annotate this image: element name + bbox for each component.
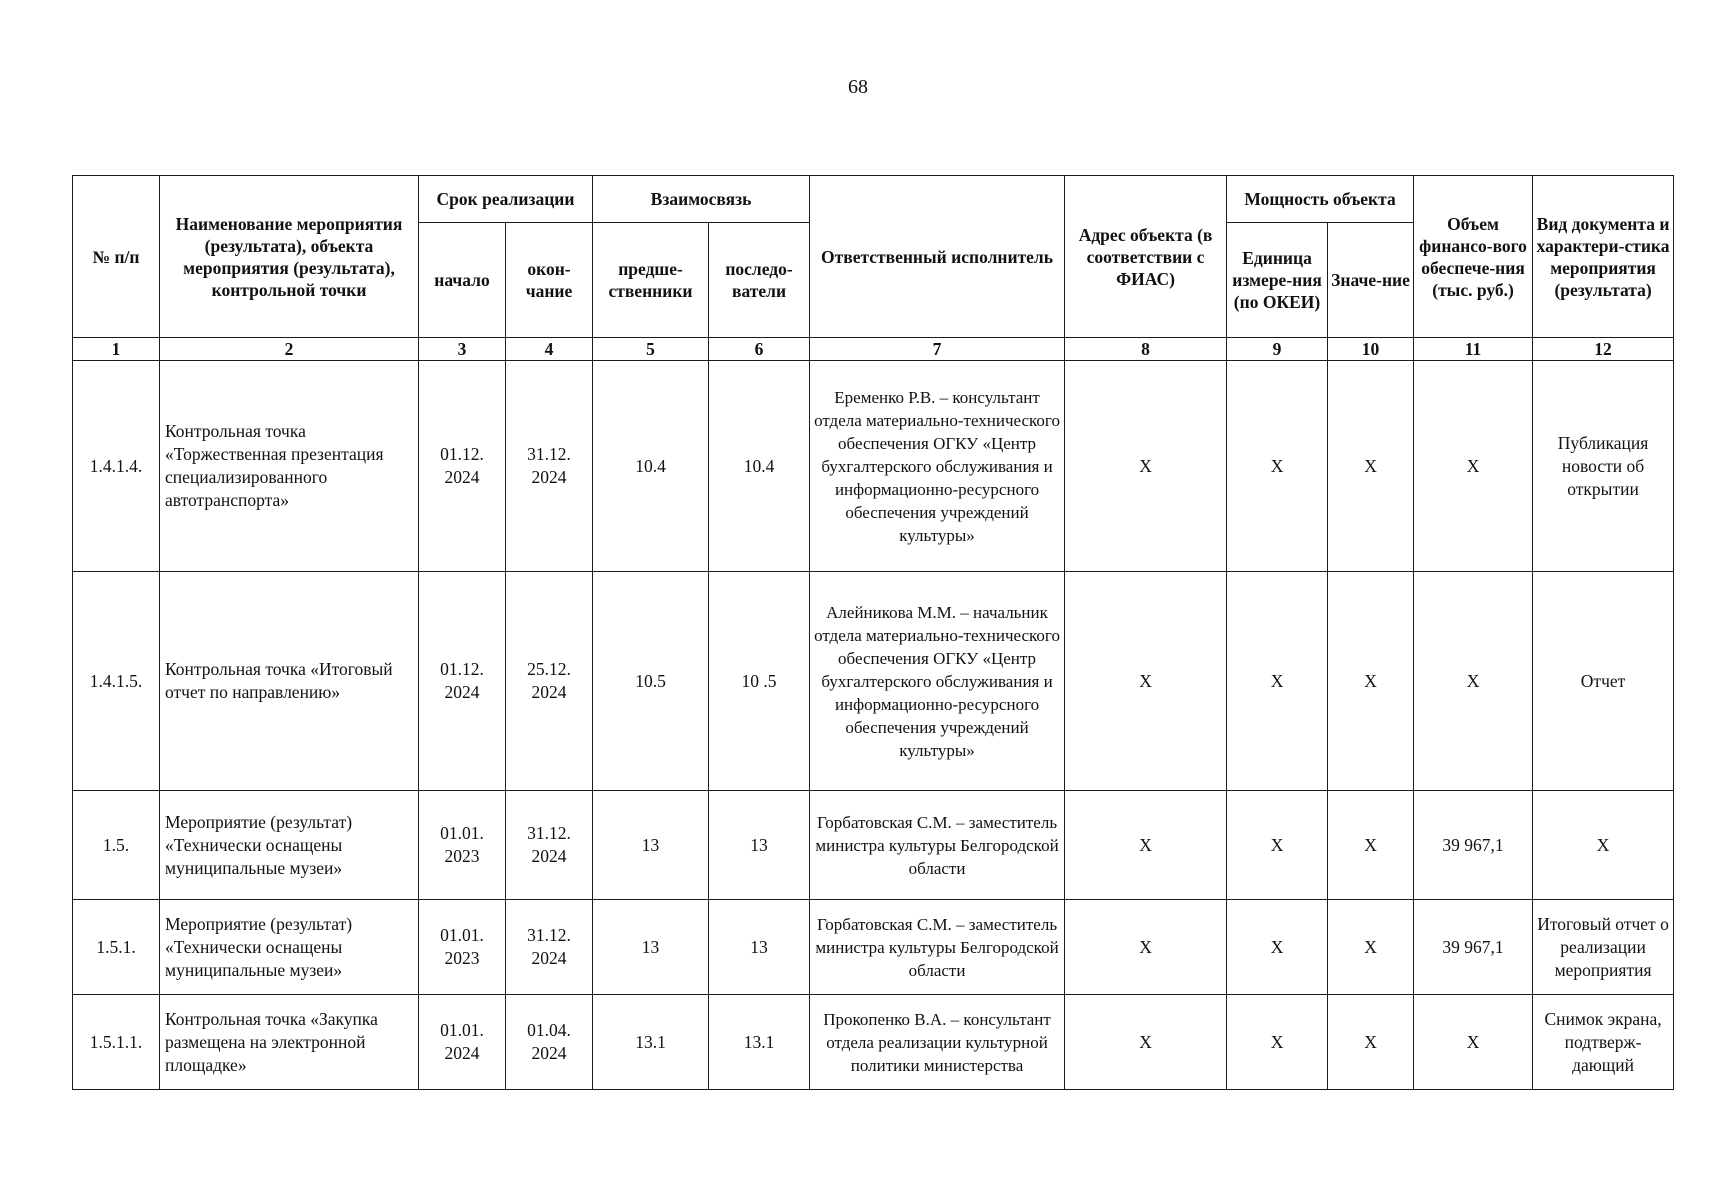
- row-num: 1.5.1.1.: [73, 995, 160, 1090]
- row-name: Мероприятие (результат) «Технически оснащены муниципальные музеи»: [160, 791, 419, 900]
- row-start: 01.01. 2023: [419, 791, 506, 900]
- table-row: [73, 572, 1674, 791]
- row-value: Х: [1328, 995, 1414, 1090]
- row-name: Контрольная точка «Итоговый отчет по направлению»: [160, 572, 419, 791]
- row-name: Мероприятие (результат) «Технически оснащены муниципальные музеи»: [160, 900, 419, 995]
- row-next: 13: [709, 791, 810, 900]
- row-prev: 13.1: [593, 995, 709, 1090]
- column-number: 5: [593, 338, 709, 361]
- table-row: [73, 900, 1674, 995]
- row-start: 01.12. 2024: [419, 572, 506, 791]
- header-link-next: последо-ватели: [709, 223, 810, 338]
- row-responsible: Горбатовская С.М. – заместитель министра культуры Белгородской области: [810, 900, 1065, 995]
- header-term-start: начало: [419, 223, 506, 338]
- row-address: Х: [1065, 361, 1227, 572]
- header-term-end: окон-чание: [506, 223, 593, 338]
- row-num: 1.4.1.5.: [73, 572, 160, 791]
- row-responsible: Алейникова М.М. – начальник отдела материально-технического обеспечения ОГКУ «Центр бухгалтерского обслуживания и информационно-ресурсного обеспечения учреждений культуры»: [810, 572, 1065, 791]
- column-number: 8: [1065, 338, 1227, 361]
- header-capacity: Мощность объекта: [1227, 176, 1414, 223]
- row-start: 01.12. 2024: [419, 361, 506, 572]
- column-number: 10: [1328, 338, 1414, 361]
- row-doc: Итоговый отчет о реализации мероприятия: [1533, 900, 1674, 995]
- table-row: [73, 361, 1674, 572]
- row-doc: Публикация новости об открытии: [1533, 361, 1674, 572]
- row-unit: Х: [1227, 361, 1328, 572]
- row-next: 10 .5: [709, 572, 810, 791]
- row-address: Х: [1065, 900, 1227, 995]
- row-address: Х: [1065, 995, 1227, 1090]
- row-unit: Х: [1227, 791, 1328, 900]
- header-finance: Объем финансо-вого обеспече-ния (тыс. руб.): [1414, 176, 1533, 338]
- row-value: Х: [1328, 361, 1414, 572]
- row-next: 13: [709, 900, 810, 995]
- row-doc-text: Снимок экрана, подтверж-дающий: [1544, 1008, 1662, 1075]
- row-finance: Х: [1414, 995, 1533, 1090]
- row-start: 01.01. 2023: [419, 900, 506, 995]
- row-finance: Х: [1414, 572, 1533, 791]
- table-row: [73, 791, 1674, 900]
- header-link: Взаимосвязь: [593, 176, 810, 223]
- row-doc: Х: [1533, 791, 1674, 900]
- header-term: Срок реализации: [419, 176, 593, 223]
- row-prev: 10.4: [593, 361, 709, 572]
- header-value: Значе-ние: [1328, 223, 1414, 338]
- column-number: 6: [709, 338, 810, 361]
- row-end: 01.04. 2024: [506, 995, 593, 1090]
- header-responsible: Ответственный исполнитель: [810, 176, 1065, 338]
- header-unit: Единица измере-ния (по ОКЕИ): [1227, 223, 1328, 338]
- row-name: Контрольная точка «Торжественная презентация специализированного автотранспорта»: [160, 361, 419, 572]
- row-end: 31.12. 2024: [506, 900, 593, 995]
- row-value: Х: [1328, 900, 1414, 995]
- row-value: Х: [1328, 572, 1414, 791]
- column-number: 4: [506, 338, 593, 361]
- row-unit: Х: [1227, 572, 1328, 791]
- column-number: 12: [1533, 338, 1674, 361]
- column-number: 9: [1227, 338, 1328, 361]
- row-next: 10.4: [709, 361, 810, 572]
- row-num: 1.5.1.: [73, 900, 160, 995]
- row-end: 31.12. 2024: [506, 361, 593, 572]
- row-prev: 10.5: [593, 572, 709, 791]
- row-finance: Х: [1414, 361, 1533, 572]
- column-number: 7: [810, 338, 1065, 361]
- row-unit: Х: [1227, 995, 1328, 1090]
- row-responsible: Еременко Р.В. – консультант отдела материально-технического обеспечения ОГКУ «Центр бухгалтерского обслуживания и информационно-ресурсного обеспечения учреждений культуры»: [810, 361, 1065, 572]
- column-number: 2: [160, 338, 419, 361]
- row-doc: Отчет: [1533, 572, 1674, 791]
- row-responsible: [810, 995, 1065, 1090]
- row-start: 01.01. 2024: [419, 995, 506, 1090]
- row-responsible: Горбатовская С.М. – заместитель министра культуры Белгородской области: [810, 791, 1065, 900]
- row-end: 31.12. 2024: [506, 791, 593, 900]
- row-finance: 39 967,1: [1414, 791, 1533, 900]
- header-doc: Вид документа и характери-стика мероприятия (результата): [1533, 176, 1674, 338]
- header-num: № п/п: [73, 176, 160, 338]
- row-doc: [1533, 995, 1674, 1090]
- table-row: [73, 995, 1674, 1090]
- column-number: 11: [1414, 338, 1533, 361]
- row-next: 13.1: [709, 995, 810, 1090]
- row-value: Х: [1328, 791, 1414, 900]
- row-num: 1.4.1.4.: [73, 361, 160, 572]
- row-num: 1.5.: [73, 791, 160, 900]
- header-name: Наименование мероприятия (результата), объекта мероприятия (результата), контрольной точки: [160, 176, 419, 338]
- plan-table: [72, 175, 1674, 1090]
- page-number: 68: [848, 76, 868, 98]
- row-finance: 39 967,1: [1414, 900, 1533, 995]
- header-link-prev: предше-ственники: [593, 223, 709, 338]
- row-responsible-text: Прокопенко В.А. – консультант отдела реализации культурной политики министерства: [823, 1009, 1051, 1075]
- column-number: 1: [73, 338, 160, 361]
- row-unit: Х: [1227, 900, 1328, 995]
- header-address: Адрес объекта (в соответствии с ФИАС): [1065, 176, 1227, 338]
- row-address: Х: [1065, 572, 1227, 791]
- row-prev: 13: [593, 900, 709, 995]
- row-address: Х: [1065, 791, 1227, 900]
- row-name: Контрольная точка «Закупка размещена на электронной площадке»: [160, 995, 419, 1090]
- column-numbers-row: [73, 338, 1674, 361]
- header-row: [73, 176, 1674, 223]
- row-end: 25.12. 2024: [506, 572, 593, 791]
- column-number: 3: [419, 338, 506, 361]
- row-prev: 13: [593, 791, 709, 900]
